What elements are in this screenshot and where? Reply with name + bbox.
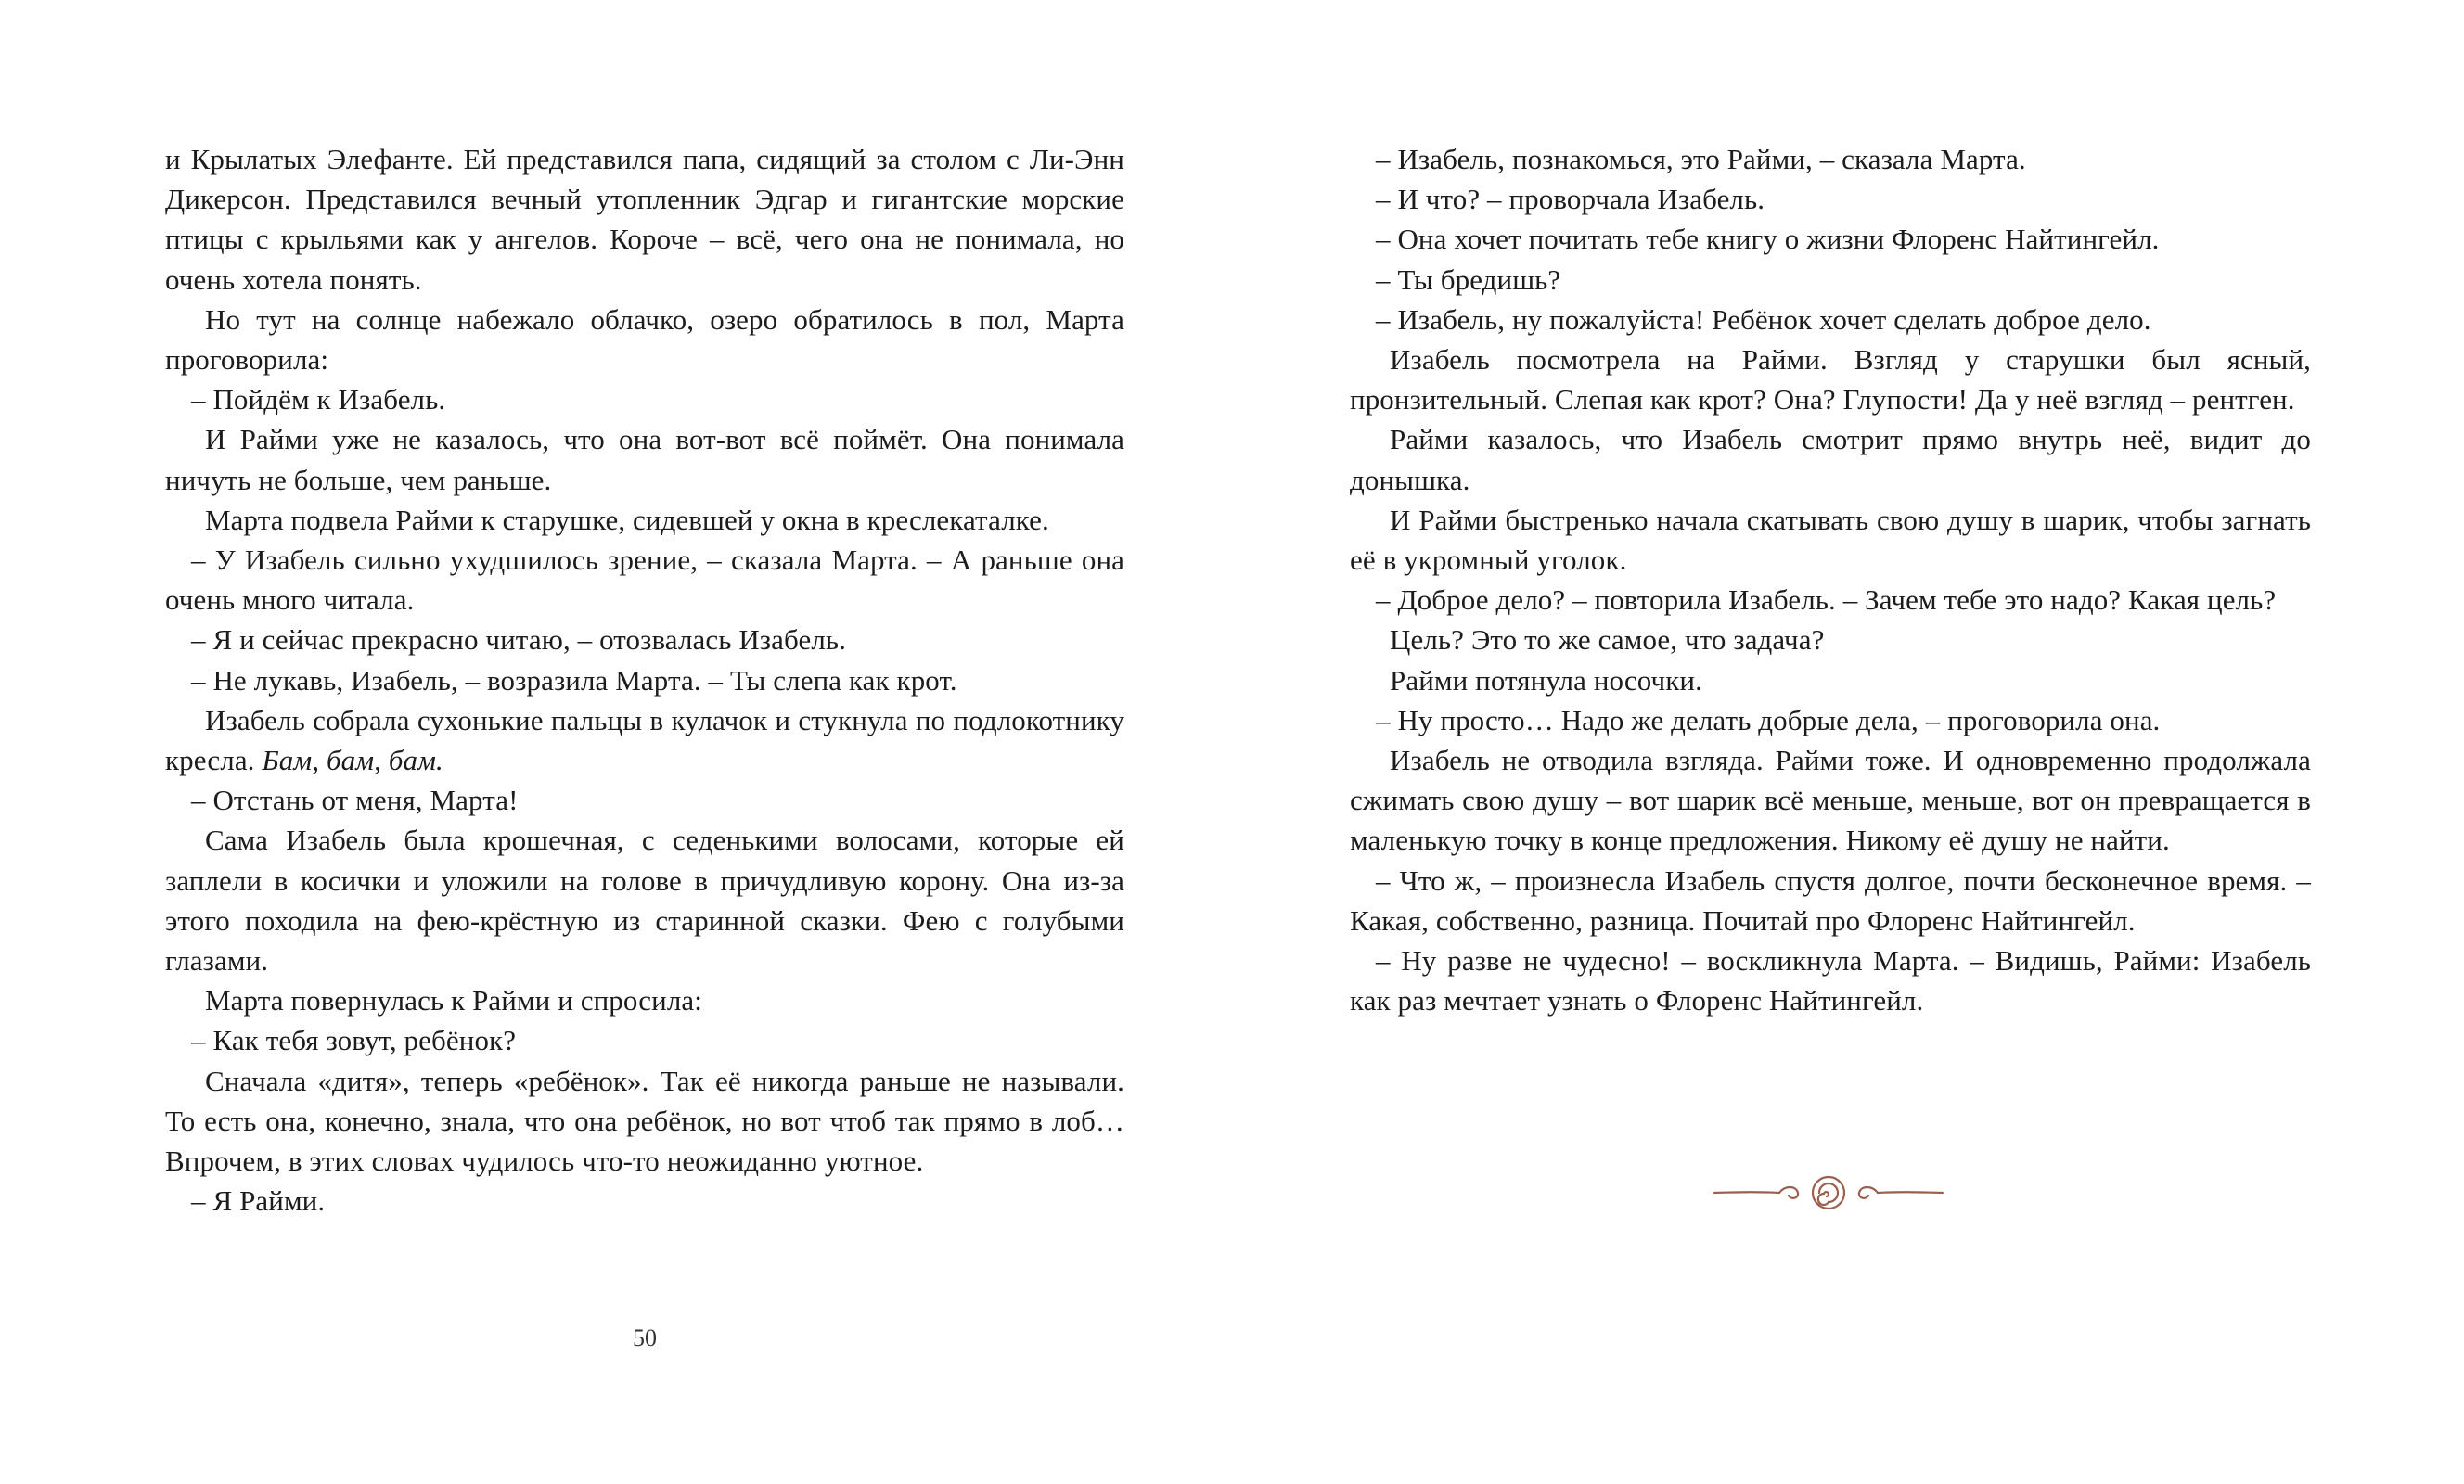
- right-paragraph-11: Райми потянула носочки.: [1390, 663, 1702, 697]
- right-paragraph-15: – Ну разве не чудесно! – воскликнула Марта. – Видишь, Райми: Изабель как раз мечтает узнать о Флоренс Найтингейл.: [1350, 944, 2311, 1017]
- left-paragraph-12: Марта повернулась к Райми и спросила:: [205, 984, 702, 1017]
- page-number: 50: [633, 1324, 657, 1351]
- left-paragraph-9-italic: Бам, бам, бам.: [262, 744, 443, 777]
- left-paragraph-2: Но тут на солнце набежало облачко, озеро обратилось в пол, Марта проговорила:: [165, 302, 1124, 377]
- right-paragraph-2: – И что? – проворчала Изабель.: [1376, 183, 1765, 216]
- right-paragraph-4: – Ты бредишь?: [1376, 262, 1561, 296]
- left-paragraph-9-text: Изабель собрала сухонькие пальцы в кулачок и стукнула по подлокотнику кресла.: [165, 703, 1124, 777]
- right-paragraph-1: – Изабель, познакомься, это Райми, – сказала Марта.: [1376, 143, 2026, 175]
- left-paragraph-8: – Не лукавь, Изабель, – возразила Марта. – Ты слепа как крот.: [191, 663, 957, 697]
- right-paragraph-3: – Она хочет почитать тебе книгу о жизни Флоренс Найтингейл.: [1376, 223, 2160, 256]
- left-paragraph-1: и Крылатых Элефанте. Ей представился папа, сидящий за столом с Ли-Энн Дикерсон. Представился вечный утопленник Эдгар и гигантские морские птицы с крыльями как у ангелов. Короче – всё, чего она не понимала, но очень хотела понять.: [165, 143, 1124, 296]
- left-paragraph-6: – У Изабель сильно ухудшилось зрение, – сказала Марта. – А раньше она очень много читала.: [165, 544, 1124, 617]
- right-paragraph-12: – Ну просто… Надо же делать добрые дела, – проговорила она.: [1376, 703, 2161, 736]
- right-paragraph-7: Райми казалось, что Изабель смотрит прямо внутрь неё, видит до донышка.: [1350, 423, 2311, 496]
- left-page: [165, 139, 1124, 1221]
- right-paragraph-10: Цель? Это то же самое, что задача?: [1390, 623, 1825, 657]
- left-paragraph-9: [165, 700, 1124, 780]
- right-paragraph-13: Изабель не отводила взгляда. Райми тоже. И одновременно продолжала сжимать свою душу – вот шарик всё меньше, меньше, вот он превращается в маленькую точку в конце предложения. Никому её душу не найти.: [1350, 744, 2311, 857]
- left-paragraph-11: Сама Изабель была крошечная, с седенькими волосами, которые ей заплели в косички и уложили на голове в причудливую корону. Она из-за этого походила на фею-крёстную из старинной сказки. Фею с голубыми глазами.: [165, 824, 1124, 978]
- right-page: [1350, 139, 2311, 1020]
- ornament-swirl-icon: [1713, 1172, 1944, 1213]
- left-paragraph-13: – Как тебя зовут, ребёнок?: [191, 1024, 517, 1057]
- left-paragraph-14: Сначала «дитя», теперь «ребёнок». Так её никогда раньше не называли. То есть она, конечно, знала, что она ребёнок, но вот чтоб так прямо в лоб… Впрочем, в этих словах чудилось что-то неожиданно уютное.: [165, 1064, 1124, 1178]
- right-paragraph-9: – Доброе дело? – повторила Изабель. – Зачем тебе это надо? Какая цель?: [1376, 583, 2277, 617]
- left-paragraph-7: – Я и сейчас прекрасно читаю, – отозвалась Изабель.: [191, 623, 846, 657]
- left-paragraph-10: – Отстань от меня, Марта!: [191, 784, 519, 817]
- left-paragraph-5: Марта подвела Райми к старушке, сидевшей у окна в креслекаталке.: [205, 503, 1049, 536]
- right-paragraph-5: – Изабель, ну пожалуйста! Ребёнок хочет сделать доброе дело.: [1376, 302, 2151, 336]
- right-paragraph-14: – Что ж, – произнесла Изабель спустя долгое, почти бесконечное время. – Какая, собственно, разница. Почитай про Флоренс Найтингейл.: [1350, 864, 2311, 937]
- left-paragraph-15: – Я Райми.: [191, 1184, 326, 1218]
- right-paragraph-8: И Райми быстренько начала скатывать свою душу в шарик, чтобы загнать её в укромный уголок.: [1350, 503, 2311, 577]
- left-paragraph-3: – Пойдём к Изабель.: [191, 383, 446, 416]
- right-paragraph-6: Изабель посмотрела на Райми. Взгляд у старушки был ясный, пронзительный. Слепая как крот? Она? Глупости! Да у неё взгляд – рентген.: [1350, 343, 2311, 416]
- left-paragraph-4: И Райми уже не казалось, что она вот-вот всё поймёт. Она понимала ничуть не больше, чем раньше.: [165, 423, 1124, 496]
